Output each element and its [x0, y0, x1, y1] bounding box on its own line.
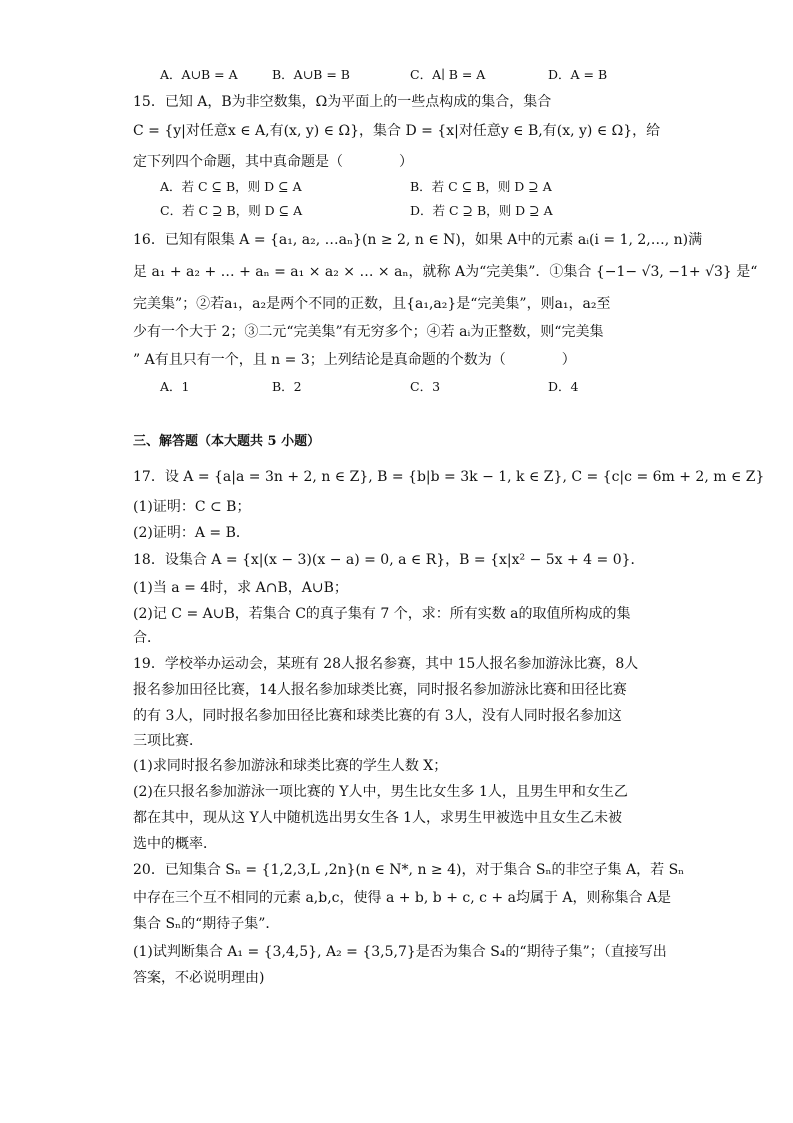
q15-stem-line3: 定下列四个命题，其中真命题是（ ） — [133, 154, 413, 170]
q20-stem-line1: 20．已知集合 Sₙ = {1,2,3,L ,2n}(n ∈ N*, n ≥ 4)，对于集合 Sₙ的非空子集 A，若 Sₙ — [133, 862, 685, 878]
q19-stem-line1: 19．学校举办运动会，某班有 28人报名参赛，其中 15人报名参加游泳比赛，8人 — [133, 656, 639, 672]
q19-part1: (1)求同时报名参加游泳和球类比赛的学生人数 X； — [133, 758, 448, 774]
q15-stem-line2: C = {y|对任意x ∈ A,有(x, y) ∈ Ω}，集合 D = {x|对任意y ∈ B,有(x, y) ∈ Ω}，给 — [133, 123, 661, 139]
q16-option-b: B．2 — [272, 379, 302, 394]
q16-stem-line1: 16．已知有限集 A = {a₁, a₂, …aₙ}(n ≥ 2, n ∈ N)，如果 A中的元素 aᵢ(i = 1, 2,…, n)满 — [133, 232, 703, 248]
section-heading: 三、解答题（本大题共 5 小题） — [133, 434, 321, 449]
q19-part2-line1: (2)在只报名参加游泳一项比赛的 Y人中，男生比女生多 1人，且男生甲和女生乙 — [133, 784, 628, 800]
q15-option-c: C．若 C ⊇ B，则 D ⊆ A — [160, 203, 303, 218]
q14-option-c: C．A∣ B = A — [410, 67, 486, 82]
q20-stem-line3: 集合 Sₙ的“期待子集”． — [133, 916, 280, 932]
q19-part2-line2: 都在其中，现从这 Y人中随机选出男女生各 1人，求男生甲被选中且女生乙未被 — [133, 810, 623, 826]
q14-option-a: A．A∪B = A — [160, 67, 238, 82]
q16-option-d: D．4 — [548, 379, 579, 394]
q20-part1-line1: (1)试判断集合 A₁ = {3,4,5}, A₂ = {3,5,7}是否为集合 S₄的“期待子集”；（直接写出 — [133, 944, 667, 960]
q15-option-d: D．若 C ⊇ B，则 D ⊇ A — [410, 203, 553, 218]
q17-stem: 17．设 A = {a|a = 3n + 2, n ∈ Z}, B = {b|b = 3k − 1, k ∈ Z}, C = {c|c = 6m + 2, m ∈ Z} — [133, 469, 765, 485]
q16-stem-line4: 少有一个大于 2；③二元“完美集”有无穷多个；④若 aᵢ为正整数，则“完美集 — [133, 324, 604, 340]
q16-stem-line5: ” A有且只有一个，且 n = 3；上列结论是真命题的个数为（ ） — [133, 352, 576, 368]
q14-option-b: B．A∪B = B — [272, 67, 350, 82]
q20-stem-line2: 中存在三个互不相同的元素 a,b,c，使得 a + b, b + c, c + a均属于 A，则称集合 A是 — [133, 890, 672, 906]
q17-part1: (1)证明：C ⊂ B； — [133, 499, 251, 515]
q18-stem: 18．设集合 A = {x|(x − 3)(x − a) = 0, a ∈ R}，B = {x|x² − 5x + 4 = 0}． — [133, 552, 645, 568]
q19-part2-line3: 选中的概率． — [133, 836, 217, 852]
q15-stem-line1: 15．已知 A，B为非空数集，Ω为平面上的一些点构成的集合，集合 — [133, 94, 552, 110]
q16-stem-line2: 足 a₁ + a₂ + … + aₙ = a₁ × a₂ × … × aₙ，就称 A为“完美集”．①集合 {−1− √3, −1+ √3} 是“ — [133, 264, 758, 280]
q18-part2-line1: (2)记 C = A∪B，若集合 C的真子集有 7 个，求：所有实数 a的取值所构成的集 — [133, 606, 631, 622]
q16-stem-line3: 完美集”；②若a₁，a₂是两个不同的正数，且{a₁,a₂}是“完美集”，则a₁，a₂至 — [133, 296, 611, 312]
q19-stem-line2: 报名参加田径比赛，14人报名参加球类比赛，同时报名参加游泳比赛和田径比赛 — [133, 682, 627, 698]
q18-part1: (1)当 a = 4时，求 A∩B，A∪B； — [133, 580, 348, 596]
q15-option-a: A．若 C ⊆ B，则 D ⊆ A — [160, 179, 302, 194]
q20-part1-line2: 答案，不必说明理由) — [133, 970, 265, 986]
q19-stem-line4: 三项比赛． — [133, 733, 203, 749]
q16-option-a: A．1 — [160, 379, 190, 394]
q14-option-d: D．A = B — [548, 67, 608, 82]
q18-part2-line2: 合． — [133, 630, 161, 646]
q17-part2: (2)证明：A = B． — [133, 525, 250, 541]
q19-stem-line3: 的有 3人，同时报名参加田径比赛和球类比赛的有 3人，没有人同时报名参加这 — [133, 708, 622, 724]
q15-option-b: B．若 C ⊆ B，则 D ⊇ A — [410, 179, 552, 194]
q16-option-c: C．3 — [410, 379, 441, 394]
